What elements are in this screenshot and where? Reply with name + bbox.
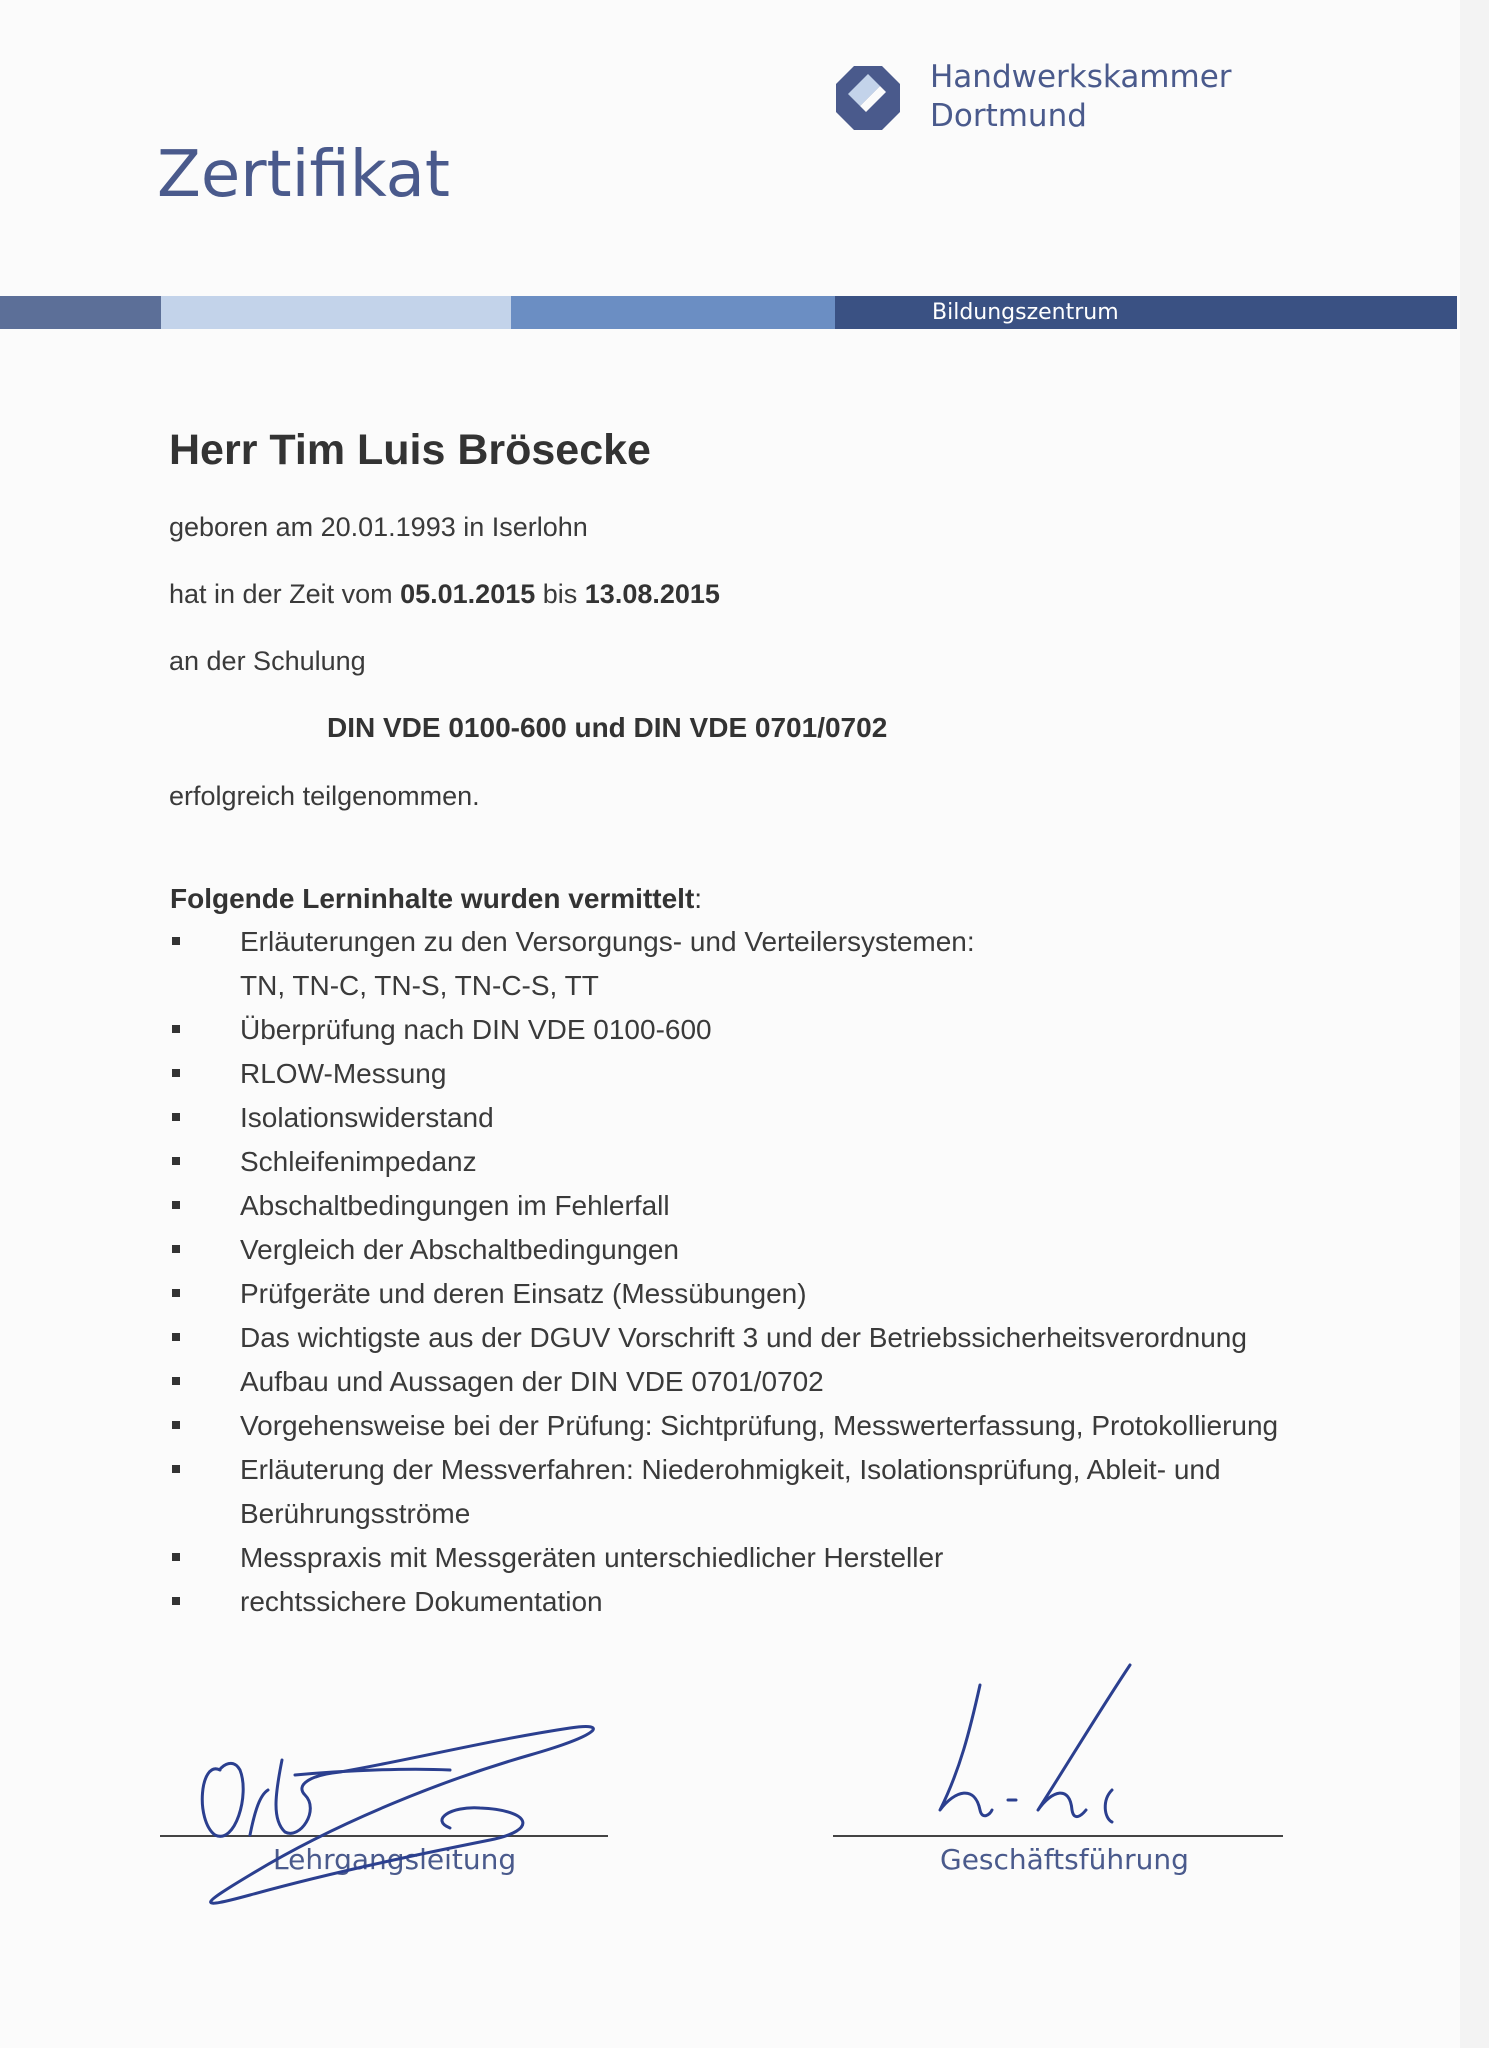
handwritten-signature-left bbox=[190, 1700, 710, 1920]
bullet-icon bbox=[172, 1421, 180, 1429]
period-middle: bis bbox=[535, 579, 585, 609]
bullet-icon bbox=[172, 1245, 180, 1253]
topics-heading-text: Folgende Lerninhalte wurden vermittelt bbox=[170, 883, 695, 914]
period-prefix: hat in der Zeit vom bbox=[169, 579, 401, 609]
bullet-icon bbox=[172, 1333, 180, 1341]
chamber-logo-icon bbox=[834, 64, 902, 132]
bullet-icon bbox=[172, 1289, 180, 1297]
topic-text: Aufbau und Aussagen der DIN VDE 0701/0702 bbox=[240, 1366, 824, 1397]
recipient-name: Herr Tim Luis Brösecke bbox=[169, 426, 651, 474]
list-item bbox=[240, 1096, 1370, 1140]
organization-line-2: Dortmund bbox=[930, 98, 1087, 134]
header-band-segment bbox=[161, 296, 511, 329]
topic-text: Erläuterungen zu den Versorgungs- und Verteilersystemen: TN, TN-C, TN-S, TN-C-S, TT bbox=[240, 926, 975, 1001]
topic-text: Überprüfung nach DIN VDE 0100-600 bbox=[240, 1014, 712, 1045]
list-item bbox=[240, 1052, 1370, 1096]
scan-edge bbox=[1460, 0, 1489, 2048]
list-item bbox=[240, 1580, 1370, 1624]
list-item bbox=[240, 1536, 1370, 1580]
list-item bbox=[240, 1228, 1370, 1272]
topic-text: Isolationswiderstand bbox=[240, 1102, 494, 1133]
certificate-title: Zertifikat bbox=[157, 138, 450, 212]
signature-label-left: Lehrgangsleitung bbox=[273, 1843, 517, 1876]
list-item bbox=[240, 1272, 1370, 1316]
topics-heading-colon: : bbox=[694, 883, 703, 914]
bullet-icon bbox=[172, 1113, 180, 1121]
topic-text: Prüfgeräte und deren Einsatz (Messübungen) bbox=[240, 1278, 807, 1309]
list-item bbox=[240, 920, 1370, 1008]
organization-line-1: Handwerkskammer bbox=[930, 59, 1232, 95]
bullet-icon bbox=[172, 937, 180, 945]
topics-heading bbox=[170, 883, 702, 915]
course-name: DIN VDE 0100-600 und DIN VDE 0701/0702 bbox=[327, 712, 888, 743]
topic-text: Vergleich der Abschaltbedingungen bbox=[240, 1234, 680, 1265]
topic-text: Das wichtigste aus der DGUV Vorschrift 3 und der Betriebssicherheitsverordnung bbox=[240, 1322, 1247, 1353]
bullet-icon bbox=[172, 1377, 180, 1385]
list-item bbox=[240, 1448, 1370, 1536]
bullet-icon bbox=[172, 1201, 180, 1209]
period-start: 05.01.2015 bbox=[400, 579, 536, 609]
topic-text: RLOW-Messung bbox=[240, 1058, 447, 1089]
period-line bbox=[169, 579, 720, 610]
bullet-icon bbox=[172, 1553, 180, 1561]
handwritten-signature-right bbox=[920, 1660, 1160, 1840]
organization-name bbox=[930, 58, 1232, 136]
topic-text: Abschaltbedingungen im Fehlerfall bbox=[240, 1190, 670, 1221]
header-band-segment bbox=[0, 296, 161, 329]
course-intro: an der Schulung bbox=[169, 646, 366, 676]
bullet-icon bbox=[172, 1157, 180, 1165]
birth-line: geboren am 20.01.1993 in Iserlohn bbox=[169, 512, 588, 542]
topic-text: Vorgehensweise bei der Prüfung: Sichtprüfung, Messwerterfassung, Protokollierung bbox=[240, 1410, 1279, 1441]
list-item bbox=[240, 1316, 1370, 1360]
band-label: Bildungszentrum bbox=[932, 300, 1119, 325]
bullet-icon bbox=[172, 1025, 180, 1033]
header-band-segment bbox=[835, 296, 1457, 329]
bullet-icon bbox=[172, 1069, 180, 1077]
list-item bbox=[240, 1184, 1370, 1228]
list-item bbox=[240, 1404, 1370, 1448]
topic-text: Messpraxis mit Messgeräten unterschiedlicher Hersteller bbox=[240, 1542, 944, 1573]
period-end: 13.08.2015 bbox=[584, 579, 720, 609]
list-item bbox=[240, 1360, 1370, 1404]
completion-line: erfolgreich teilgenommen. bbox=[169, 781, 480, 811]
list-item bbox=[240, 1008, 1370, 1052]
topic-text: Schleifenimpedanz bbox=[240, 1146, 477, 1177]
bullet-icon bbox=[172, 1465, 180, 1473]
header-band-segment bbox=[511, 296, 835, 329]
signature-label-right: Geschäftsführung bbox=[940, 1843, 1189, 1876]
list-item bbox=[240, 1140, 1370, 1184]
topic-text: rechtssichere Dokumentation bbox=[240, 1586, 603, 1617]
topic-text: Erläuterung der Messverfahren: Niederohmigkeit, Isolationsprüfung, Ableit- und Berührungsströme bbox=[240, 1454, 1221, 1529]
bullet-icon bbox=[172, 1597, 180, 1605]
